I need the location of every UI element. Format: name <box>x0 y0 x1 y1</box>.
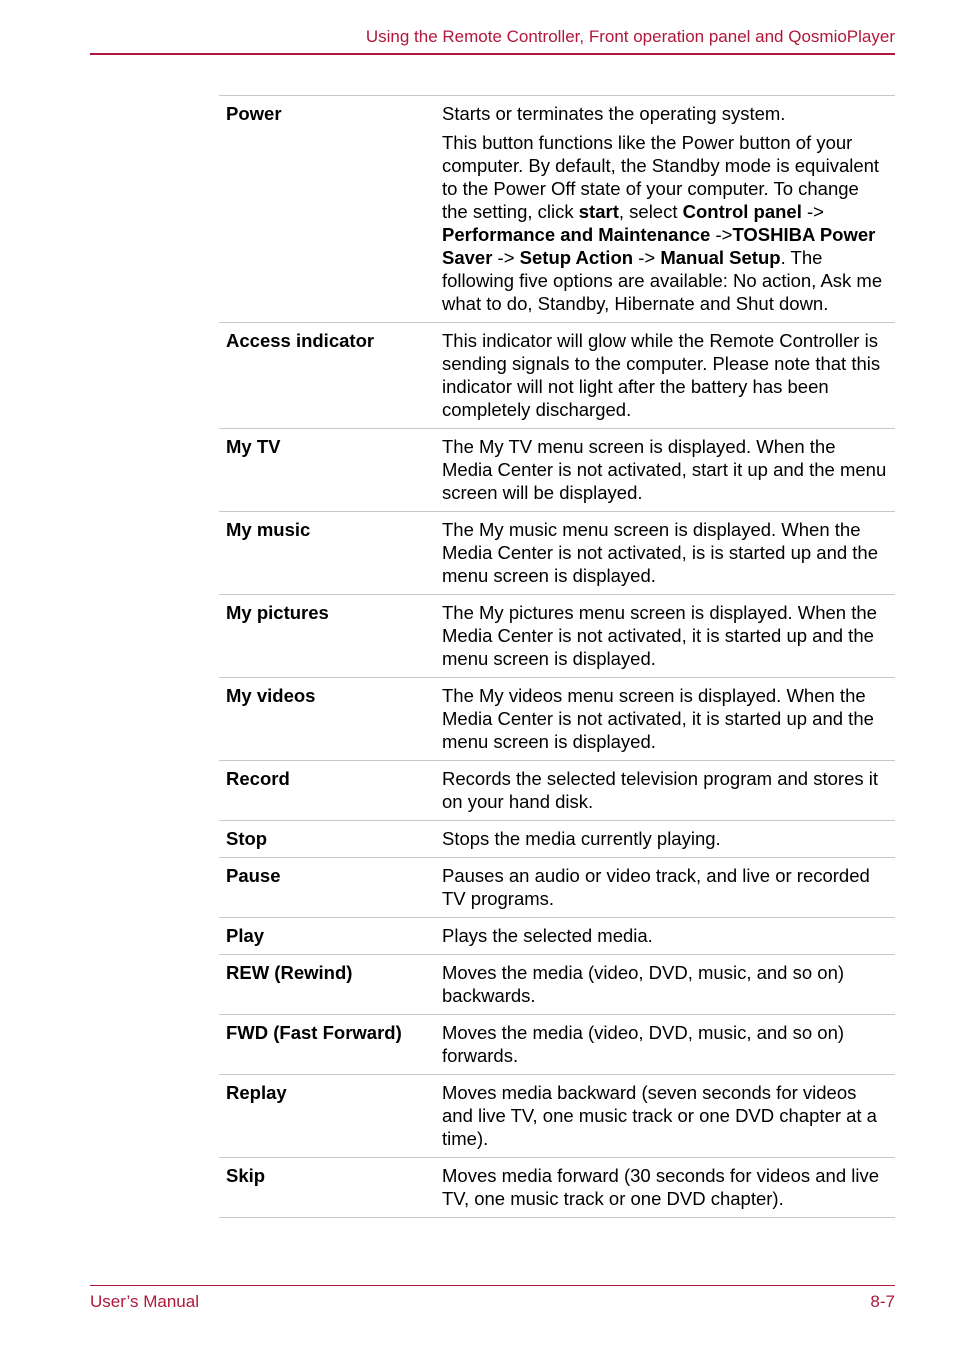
row-term: Play <box>226 925 265 946</box>
page-header-title: Using the Remote Controller, Front operation panel and QosmioPlayer <box>365 27 895 46</box>
table-row <box>219 1075 895 1158</box>
row-description: Records the selected television program and stores it on your hand disk. <box>442 768 878 812</box>
table-row <box>219 821 895 858</box>
table-row <box>219 955 895 1015</box>
table-row <box>219 1158 895 1218</box>
row-description: Moves the media (video, DVD, music, and so on) backwards. <box>442 962 845 1006</box>
row-term: My videos <box>226 685 316 706</box>
row-term: My pictures <box>226 602 329 623</box>
row-description: The My videos menu screen is displayed. When the Media Center is not activated, it is started up and the menu screen is displayed. <box>442 685 874 752</box>
footer-divider <box>90 1285 895 1286</box>
table-row <box>219 512 895 595</box>
table-row <box>219 761 895 821</box>
row-term: FWD (Fast Forward) <box>226 1022 402 1043</box>
row-description: This indicator will glow while the Remote Controller is sending signals to the computer. Please note that this indicator will not light after the battery has been completely discharged. <box>442 330 881 420</box>
table-row <box>219 429 895 512</box>
row-description: The My music menu screen is displayed. When the Media Center is not activated, is is started up and the menu screen is displayed. <box>442 519 879 586</box>
table-row <box>219 595 895 678</box>
table-row <box>219 1015 895 1075</box>
row-term: Skip <box>226 1165 266 1186</box>
row-term: Pause <box>226 865 281 886</box>
row-description: Moves media forward (30 seconds for videos and live TV, one music track or one DVD chapter). <box>442 1165 880 1209</box>
table-row <box>219 323 895 429</box>
page-number: 8-7 <box>870 1292 895 1311</box>
row-description: The My TV menu screen is displayed. When the Media Center is not activated, start it up and the menu screen will be displayed. <box>442 436 887 503</box>
table-row <box>219 96 895 323</box>
row-description: The My pictures menu screen is displayed. When the Media Center is not activated, it is started up and the menu screen is displayed. <box>442 602 877 669</box>
table-row <box>219 858 895 918</box>
row-description <box>442 102 895 315</box>
row-term: Replay <box>226 1082 287 1103</box>
button-function-table <box>219 95 895 1218</box>
row-term: Stop <box>226 828 268 849</box>
description-paragraph: This button functions like the Power button of your computer. By default, the Standby mode is equivalent to the Power Off state of your computer. To change the setting, click start, select Control panel -> Performance and Maintenance ->TOSHIBA Power Saver -> Setup Action -> Manual Setup. The following five options are available: No action, Ask me what to do, Standby, Hibernate and Shut down. <box>442 132 883 314</box>
footer-manual-title: User’s Manual <box>90 1292 199 1311</box>
row-description: Stops the media currently playing. <box>442 828 721 849</box>
row-term: My TV <box>226 436 281 457</box>
header-divider <box>90 53 895 55</box>
table-row <box>219 918 895 955</box>
row-term: Access indicator <box>226 330 375 351</box>
row-description: Moves the media (video, DVD, music, and so on) forwards. <box>442 1022 845 1066</box>
description-paragraph: Starts or terminates the operating system. <box>442 103 786 124</box>
row-term: REW (Rewind) <box>226 962 353 983</box>
row-term: My music <box>226 519 311 540</box>
row-description: Moves media backward (seven seconds for videos and live TV, one music track or one DVD chapter at a time). <box>442 1082 877 1149</box>
row-description: Pauses an audio or video track, and live or recorded TV programs. <box>442 865 870 909</box>
row-term: Power <box>226 103 282 124</box>
row-term: Record <box>226 768 290 789</box>
table-row <box>219 678 895 761</box>
row-description: Plays the selected media. <box>442 925 653 946</box>
